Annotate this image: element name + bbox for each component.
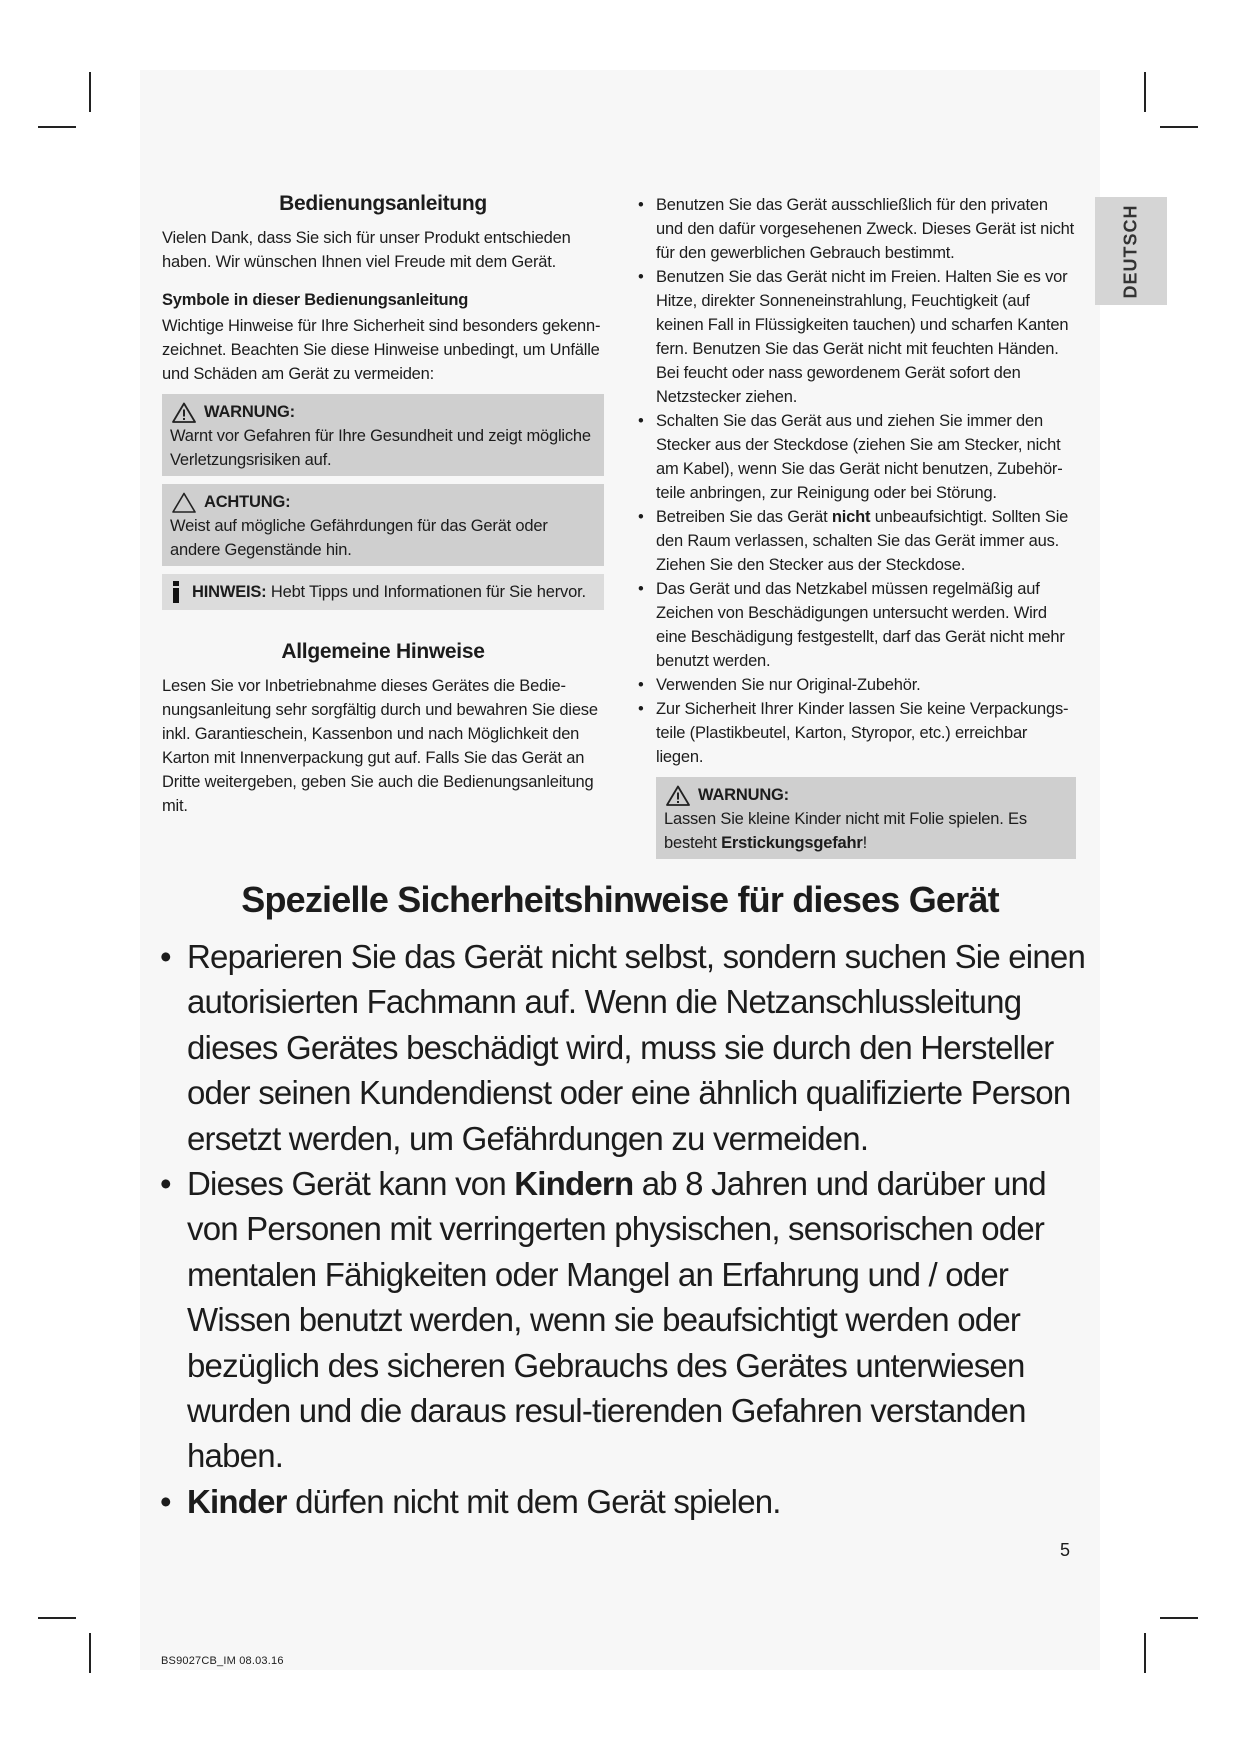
manual-title: Bedienungsanleitung	[279, 192, 487, 215]
print-footer: BS9027CB_IM 08.03.16	[161, 1655, 284, 1667]
children-warning-box	[656, 777, 1076, 859]
list-item: • Verwenden Sie nur Original-Zubehör.	[636, 673, 1076, 697]
crop-mark-bottom-left-vertical	[89, 1633, 91, 1673]
warning-title: WARNUNG:	[204, 403, 295, 421]
hint-box	[162, 574, 604, 610]
language-tab-label: DEUTSCH	[1120, 203, 1141, 299]
safety-list	[636, 193, 1076, 769]
warning-triangle-icon	[172, 402, 196, 423]
crop-mark-bottom-right-horizontal	[1160, 1617, 1198, 1619]
list-item: • Betreiben Sie das Gerät nicht unbeaufsichtigt. Sollten Sie den Raum verlassen, schalten Sie das Gerät immer aus. Ziehen Sie den Stecker aus der Steckdose.	[636, 505, 1076, 577]
crop-mark-top-left-vertical	[89, 72, 91, 112]
general-notes-text: Lesen Sie vor Inbetriebnahme dieses Gerätes die Bedie-nungsanleitung sehr sorgfältig durch und bewahren Sie diese inkl. Garantieschein, Kassenbon und nach Möglichkeit den Karton mit Innenverpackung gut auf. Falls Sie das Gerät an Dritte weitergeben, geben Sie auch die Bedienungsanleitung mit.	[162, 677, 598, 815]
warning-box	[162, 394, 604, 476]
general-notes-title: Allgemeine Hinweise	[281, 640, 485, 663]
special-safety-section	[150, 876, 1090, 1524]
list-item: • Zur Sicherheit Ihrer Kinder lassen Sie keine Verpackungs-teile (Plastikbeutel, Karton, Styropor, etc.) erreichbar liegen.	[636, 697, 1076, 769]
symbols-heading: Symbole in dieser Bedienungsanleitung	[162, 291, 469, 309]
crop-mark-top-left-horizontal	[38, 126, 76, 128]
page-number: 5	[1060, 1540, 1071, 1560]
intro-text: Vielen Dank, dass Sie sich für unser Produkt entschieden haben. Wir wünschen Ihnen viel Freude mit dem Gerät.	[162, 229, 571, 271]
list-item: • Dieses Gerät kann von Kindern ab 8 Jahren und darüber und von Personen mit verringerten physischen, sensorischen oder mentalen Fähigkeiten oder Mangel an Erfahrung und / oder Wissen benutzt werden, wenn sie beaufsichtigt werden oder bezüglich des sicheren Gebrauchs des Gerätes unterwiesen wurden und die daraus resul-tierenden Gefahren verstanden haben.	[150, 1161, 1090, 1479]
list-item: • Das Gerät und das Netzkabel müssen regelmäßig auf Zeichen von Beschädigungen untersucht werden. Wird eine Beschädigung festgestellt, darf das Gerät nicht mehr benutzt werden.	[636, 577, 1076, 673]
caution-title: ACHTUNG:	[204, 493, 291, 511]
crop-mark-bottom-right-vertical	[1144, 1633, 1146, 1673]
warning-triangle-icon	[666, 785, 690, 806]
caution-text: Weist auf mögliche Gefährdungen für das Gerät oder andere Gegenstände hin.	[170, 517, 548, 559]
caution-box	[162, 484, 604, 566]
right-column	[636, 193, 1076, 859]
hint-label: HINWEIS:	[192, 583, 267, 601]
language-tab	[1095, 197, 1167, 305]
list-item: • Benutzen Sie das Gerät ausschließlich für den privaten und den dafür vorgesehenen Zweck. Dieses Gerät ist nicht für den gewerblichen Gebrauch bestimmt.	[636, 193, 1076, 265]
special-safety-list	[150, 934, 1090, 1524]
crop-mark-top-right-vertical	[1144, 72, 1146, 112]
list-item: • Schalten Sie das Gerät aus und ziehen Sie immer den Stecker aus der Steckdose (ziehen Sie am Stecker, nicht am Kabel), wenn Sie das Gerät nicht benutzen, Zubehör-teile anbringen, zur Reinigung oder bei Störung.	[636, 409, 1076, 505]
left-column	[162, 190, 604, 818]
hint-text: Hebt Tipps und Informationen für Sie hervor.	[270, 583, 586, 601]
crop-mark-bottom-left-horizontal	[38, 1617, 76, 1619]
info-icon	[170, 581, 182, 603]
list-item: • Kinder dürfen nicht mit dem Gerät spielen.	[150, 1479, 1090, 1524]
special-safety-title: Spezielle Sicherheitshinweise für dieses Gerät	[241, 879, 999, 920]
list-item: • Benutzen Sie das Gerät nicht im Freien. Halten Sie es vor Hitze, direkter Sonneneinstrahlung, Feuchtigkeit (auf keinen Fall in Flüssigkeiten tauchen) und scharfen Kanten fern. Benutzen Sie das Gerät nicht mit feuchten Händen. Bei feucht oder nass gewordenem Gerät sofort den Netzstecker ziehen.	[636, 265, 1076, 409]
caution-triangle-icon	[172, 492, 196, 513]
list-item: • Reparieren Sie das Gerät nicht selbst, sondern suchen Sie einen autorisierten Fachmann auf. Wenn die Netzanschlussleitung dieses Gerätes beschädigt wird, muss sie durch den Hersteller oder seinen Kundendienst oder eine ähnlich qualifizierte Person ersetzt werden, um Gefährdungen zu vermeiden.	[150, 934, 1090, 1161]
symbols-text: Wichtige Hinweise für Ihre Sicherheit sind besonders gekenn-zeichnet. Beachten Sie diese Hinweise unbedingt, um Unfälle und Schäden am Gerät zu vermeiden:	[162, 317, 601, 383]
children-warning-text: Lassen Sie kleine Kinder nicht mit Folie spielen. Es besteht Erstickungsgefahr!	[664, 810, 1027, 852]
crop-mark-top-right-horizontal	[1160, 126, 1198, 128]
children-warning-title: WARNUNG:	[698, 786, 789, 804]
warning-text: Warnt vor Gefahren für Ihre Gesundheit und zeigt mögliche Verletzungsrisiken auf.	[170, 427, 591, 469]
